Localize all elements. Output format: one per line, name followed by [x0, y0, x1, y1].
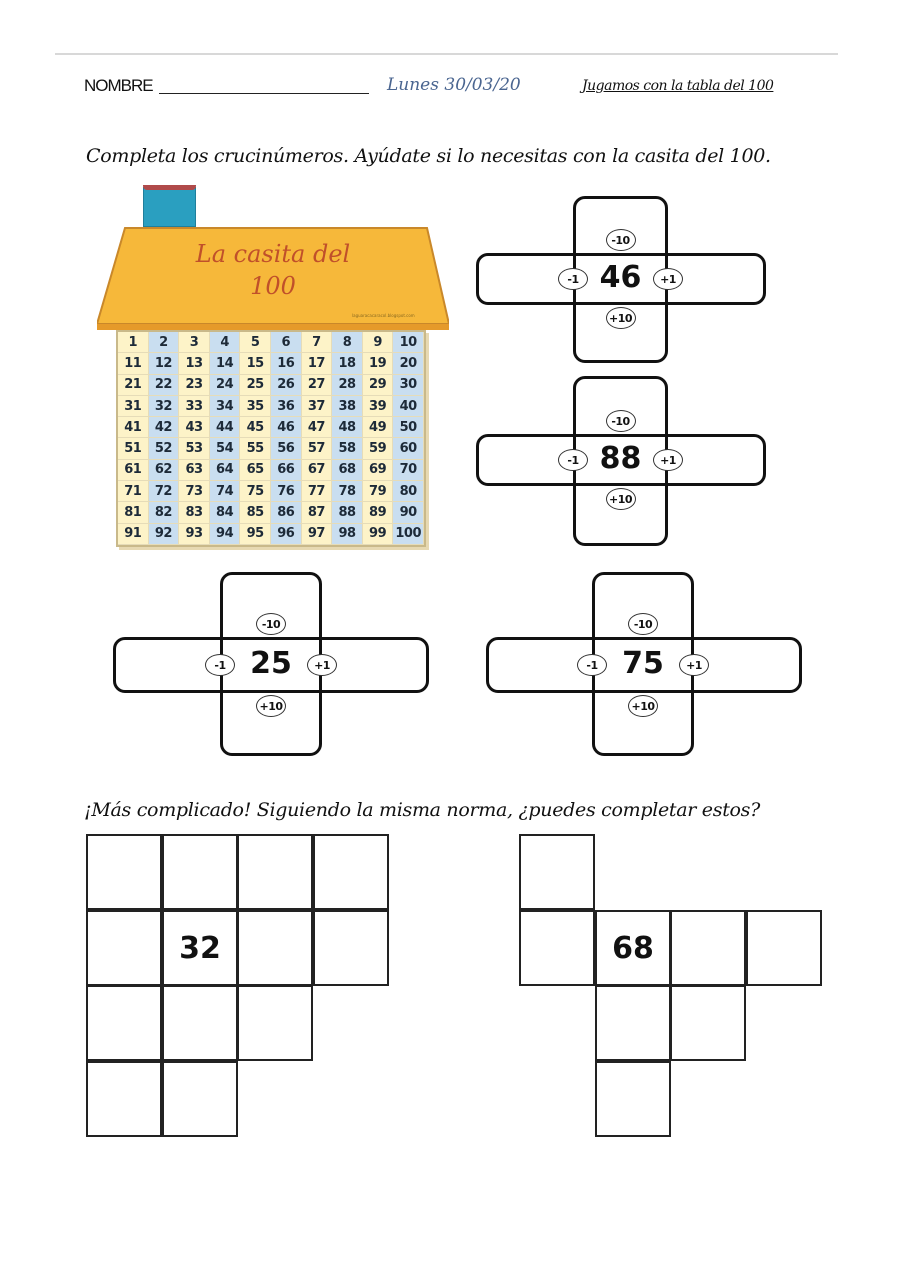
empty-answer-cell[interactable] [519, 834, 595, 910]
minus-one-label: -1 [558, 268, 588, 290]
hundred-chart-cell: 25 [240, 375, 271, 396]
empty-answer-cell[interactable] [237, 910, 313, 986]
hundred-chart-cell: 39 [363, 396, 394, 417]
cross-center-number: 25 [250, 646, 292, 681]
minus-one-label: -1 [577, 654, 607, 676]
empty-answer-cell[interactable] [162, 834, 238, 910]
hundred-chart-cell: 38 [332, 396, 363, 417]
hundred-chart-cell: 59 [363, 438, 394, 459]
hundred-chart-cell: 41 [118, 417, 149, 438]
worksheet-title: Jugamos con la tabla del 100 [582, 78, 774, 94]
hundred-chart-cell: 12 [149, 353, 180, 374]
hundred-chart-cell: 4 [210, 332, 241, 353]
minus-ten-label: -10 [628, 613, 658, 635]
given-number-cell: 68 [595, 910, 671, 986]
hundred-chart-cell: 26 [271, 375, 302, 396]
hundred-chart-cell: 56 [271, 438, 302, 459]
hundred-chart-cell: 44 [210, 417, 241, 438]
hundred-chart-cell: 9 [363, 332, 394, 353]
hundred-chart-cell: 99 [363, 524, 394, 545]
hundred-chart-cell: 22 [149, 375, 180, 396]
plus-ten-label: +10 [628, 695, 658, 717]
hundred-chart-cell: 45 [240, 417, 271, 438]
empty-answer-cell[interactable] [237, 834, 313, 910]
hundred-chart-cell: 14 [210, 353, 241, 374]
hundred-chart-cell: 95 [240, 524, 271, 545]
hundred-chart-cell: 98 [332, 524, 363, 545]
empty-answer-cell[interactable] [519, 910, 595, 986]
plus-one-label: +1 [679, 654, 709, 676]
empty-answer-cell[interactable] [670, 910, 746, 986]
hundred-chart-cell: 55 [240, 438, 271, 459]
hundred-chart [116, 330, 426, 547]
hundred-chart-cell: 35 [240, 396, 271, 417]
empty-answer-cell[interactable] [746, 910, 822, 986]
hundred-chart-cell: 13 [179, 353, 210, 374]
hundred-chart-cell: 64 [210, 460, 241, 481]
cross-center-number: 88 [599, 441, 642, 476]
plus-ten-label: +10 [606, 307, 636, 329]
plus-ten-label: +10 [256, 695, 286, 717]
empty-answer-cell[interactable] [86, 985, 162, 1061]
top-divider [55, 53, 838, 55]
hundred-chart-cell: 32 [149, 396, 180, 417]
instruction-1: Completa los crucinúmeros. Ayúdate si lo necesitas con la casita del 100. [86, 145, 771, 167]
empty-answer-cell[interactable] [162, 1061, 238, 1137]
hundred-chart-cell: 68 [332, 460, 363, 481]
hundred-chart-cell: 100 [393, 524, 424, 545]
hundred-chart-cell: 77 [302, 481, 333, 502]
hundred-chart-cell: 69 [363, 460, 394, 481]
name-label: NOMBRE [84, 76, 153, 95]
hundred-chart-cell: 74 [210, 481, 241, 502]
hundred-chart-cell: 11 [118, 353, 149, 374]
minus-one-label: -1 [205, 654, 235, 676]
hundred-chart-cell: 29 [363, 375, 394, 396]
hundred-chart-cell: 20 [393, 353, 424, 374]
hundred-chart-cell: 82 [149, 502, 180, 523]
hundred-chart-cell: 71 [118, 481, 149, 502]
cross-center-number: 75 [622, 646, 664, 681]
hundred-chart-cell: 73 [179, 481, 210, 502]
hundred-chart-cell: 46 [271, 417, 302, 438]
hundred-chart-cell: 49 [363, 417, 394, 438]
hundred-chart-cell: 7 [302, 332, 333, 353]
hundred-chart-cell: 90 [393, 502, 424, 523]
minus-ten-label: -10 [256, 613, 286, 635]
hundred-chart-cell: 52 [149, 438, 180, 459]
hundred-chart-cell: 36 [271, 396, 302, 417]
hundred-chart-cell: 34 [210, 396, 241, 417]
empty-answer-cell[interactable] [595, 1061, 671, 1137]
house-title-line2: 100 [250, 272, 296, 301]
date-label: Lunes 30/03/20 [387, 75, 521, 95]
hundred-chart-cell: 40 [393, 396, 424, 417]
hundred-chart-cell: 84 [210, 502, 241, 523]
house-title [97, 238, 449, 303]
hundred-chart-cell: 31 [118, 396, 149, 417]
empty-answer-cell[interactable] [595, 985, 671, 1061]
hundred-chart-cell: 66 [271, 460, 302, 481]
house-title-line1: La casita del [195, 240, 351, 268]
minus-one-label: -1 [558, 449, 588, 471]
hundred-chart-cell: 37 [302, 396, 333, 417]
hundred-chart-cell: 54 [210, 438, 241, 459]
empty-answer-cell[interactable] [313, 834, 389, 910]
hundred-chart-cell: 83 [179, 502, 210, 523]
minus-ten-label: -10 [606, 229, 636, 251]
hundred-chart-cell: 6 [271, 332, 302, 353]
minus-ten-label: -10 [606, 410, 636, 432]
hundred-chart-cell: 76 [271, 481, 302, 502]
hundred-chart-cell: 53 [179, 438, 210, 459]
empty-answer-cell[interactable] [670, 985, 746, 1061]
hundred-chart-cell: 80 [393, 481, 424, 502]
hundred-chart-cell: 81 [118, 502, 149, 523]
empty-answer-cell[interactable] [162, 985, 238, 1061]
plus-ten-label: +10 [606, 488, 636, 510]
house-chimney-top [143, 185, 196, 190]
hundred-chart-cell: 2 [149, 332, 180, 353]
hundred-chart-cell: 10 [393, 332, 424, 353]
name-input-line[interactable] [159, 93, 369, 94]
plus-one-label: +1 [307, 654, 337, 676]
house-watermark: laguaracacaracol.blogspot.com [352, 313, 415, 318]
hundred-chart-cell: 91 [118, 524, 149, 545]
hundred-chart-cell: 75 [240, 481, 271, 502]
instruction-2: ¡Más complicado! Siguiendo la misma norma, ¿puedes completar estos? [84, 799, 761, 821]
hundred-chart-cell: 21 [118, 375, 149, 396]
hundred-chart-cell: 58 [332, 438, 363, 459]
hundred-chart-cell: 65 [240, 460, 271, 481]
hundred-chart-cell: 96 [271, 524, 302, 545]
hundred-chart-cell: 89 [363, 502, 394, 523]
house-chimney [143, 187, 196, 227]
hundred-chart-cell: 42 [149, 417, 180, 438]
given-number-cell: 32 [162, 910, 238, 986]
hundred-chart-cell: 24 [210, 375, 241, 396]
empty-answer-cell[interactable] [86, 1061, 162, 1137]
hundred-chart-cell: 3 [179, 332, 210, 353]
hundred-chart-cell: 97 [302, 524, 333, 545]
hundred-chart-cell: 85 [240, 502, 271, 523]
hundred-chart-cell: 1 [118, 332, 149, 353]
hundred-chart-cell: 51 [118, 438, 149, 459]
hundred-chart-cell: 47 [302, 417, 333, 438]
hundred-chart-cell: 63 [179, 460, 210, 481]
hundred-chart-cell: 92 [149, 524, 180, 545]
hundred-chart-cell: 30 [393, 375, 424, 396]
hundred-chart-cell: 18 [332, 353, 363, 374]
hundred-chart-cell: 15 [240, 353, 271, 374]
hundred-chart-cell: 27 [302, 375, 333, 396]
hundred-chart-cell: 79 [363, 481, 394, 502]
hundred-chart-cell: 57 [302, 438, 333, 459]
hundred-chart-cell: 16 [271, 353, 302, 374]
hundred-chart-cell: 17 [302, 353, 333, 374]
hundred-chart-cell: 23 [179, 375, 210, 396]
hundred-chart-cell: 94 [210, 524, 241, 545]
hundred-chart-cell: 93 [179, 524, 210, 545]
hundred-chart-cell: 50 [393, 417, 424, 438]
hundred-chart-cell: 67 [302, 460, 333, 481]
hundred-chart-cell: 62 [149, 460, 180, 481]
empty-answer-cell[interactable] [237, 985, 313, 1061]
hundred-chart-cell: 60 [393, 438, 424, 459]
hundred-chart-cell: 5 [240, 332, 271, 353]
hundred-chart-cell: 43 [179, 417, 210, 438]
empty-answer-cell[interactable] [86, 910, 162, 986]
hundred-chart-cell: 33 [179, 396, 210, 417]
empty-answer-cell[interactable] [86, 834, 162, 910]
hundred-chart-cell: 28 [332, 375, 363, 396]
hundred-chart-cell: 78 [332, 481, 363, 502]
hundred-chart-cell: 87 [302, 502, 333, 523]
hundred-chart-cell: 72 [149, 481, 180, 502]
empty-answer-cell[interactable] [313, 910, 389, 986]
hundred-chart-cell: 61 [118, 460, 149, 481]
plus-one-label: +1 [653, 449, 683, 471]
hundred-chart-cell: 88 [332, 502, 363, 523]
plus-one-label: +1 [653, 268, 683, 290]
hundred-chart-cell: 48 [332, 417, 363, 438]
hundred-chart-cell: 8 [332, 332, 363, 353]
cross-center-number: 46 [599, 260, 642, 295]
hundred-chart-cell: 19 [363, 353, 394, 374]
hundred-chart-cell: 86 [271, 502, 302, 523]
hundred-chart-cell: 70 [393, 460, 424, 481]
